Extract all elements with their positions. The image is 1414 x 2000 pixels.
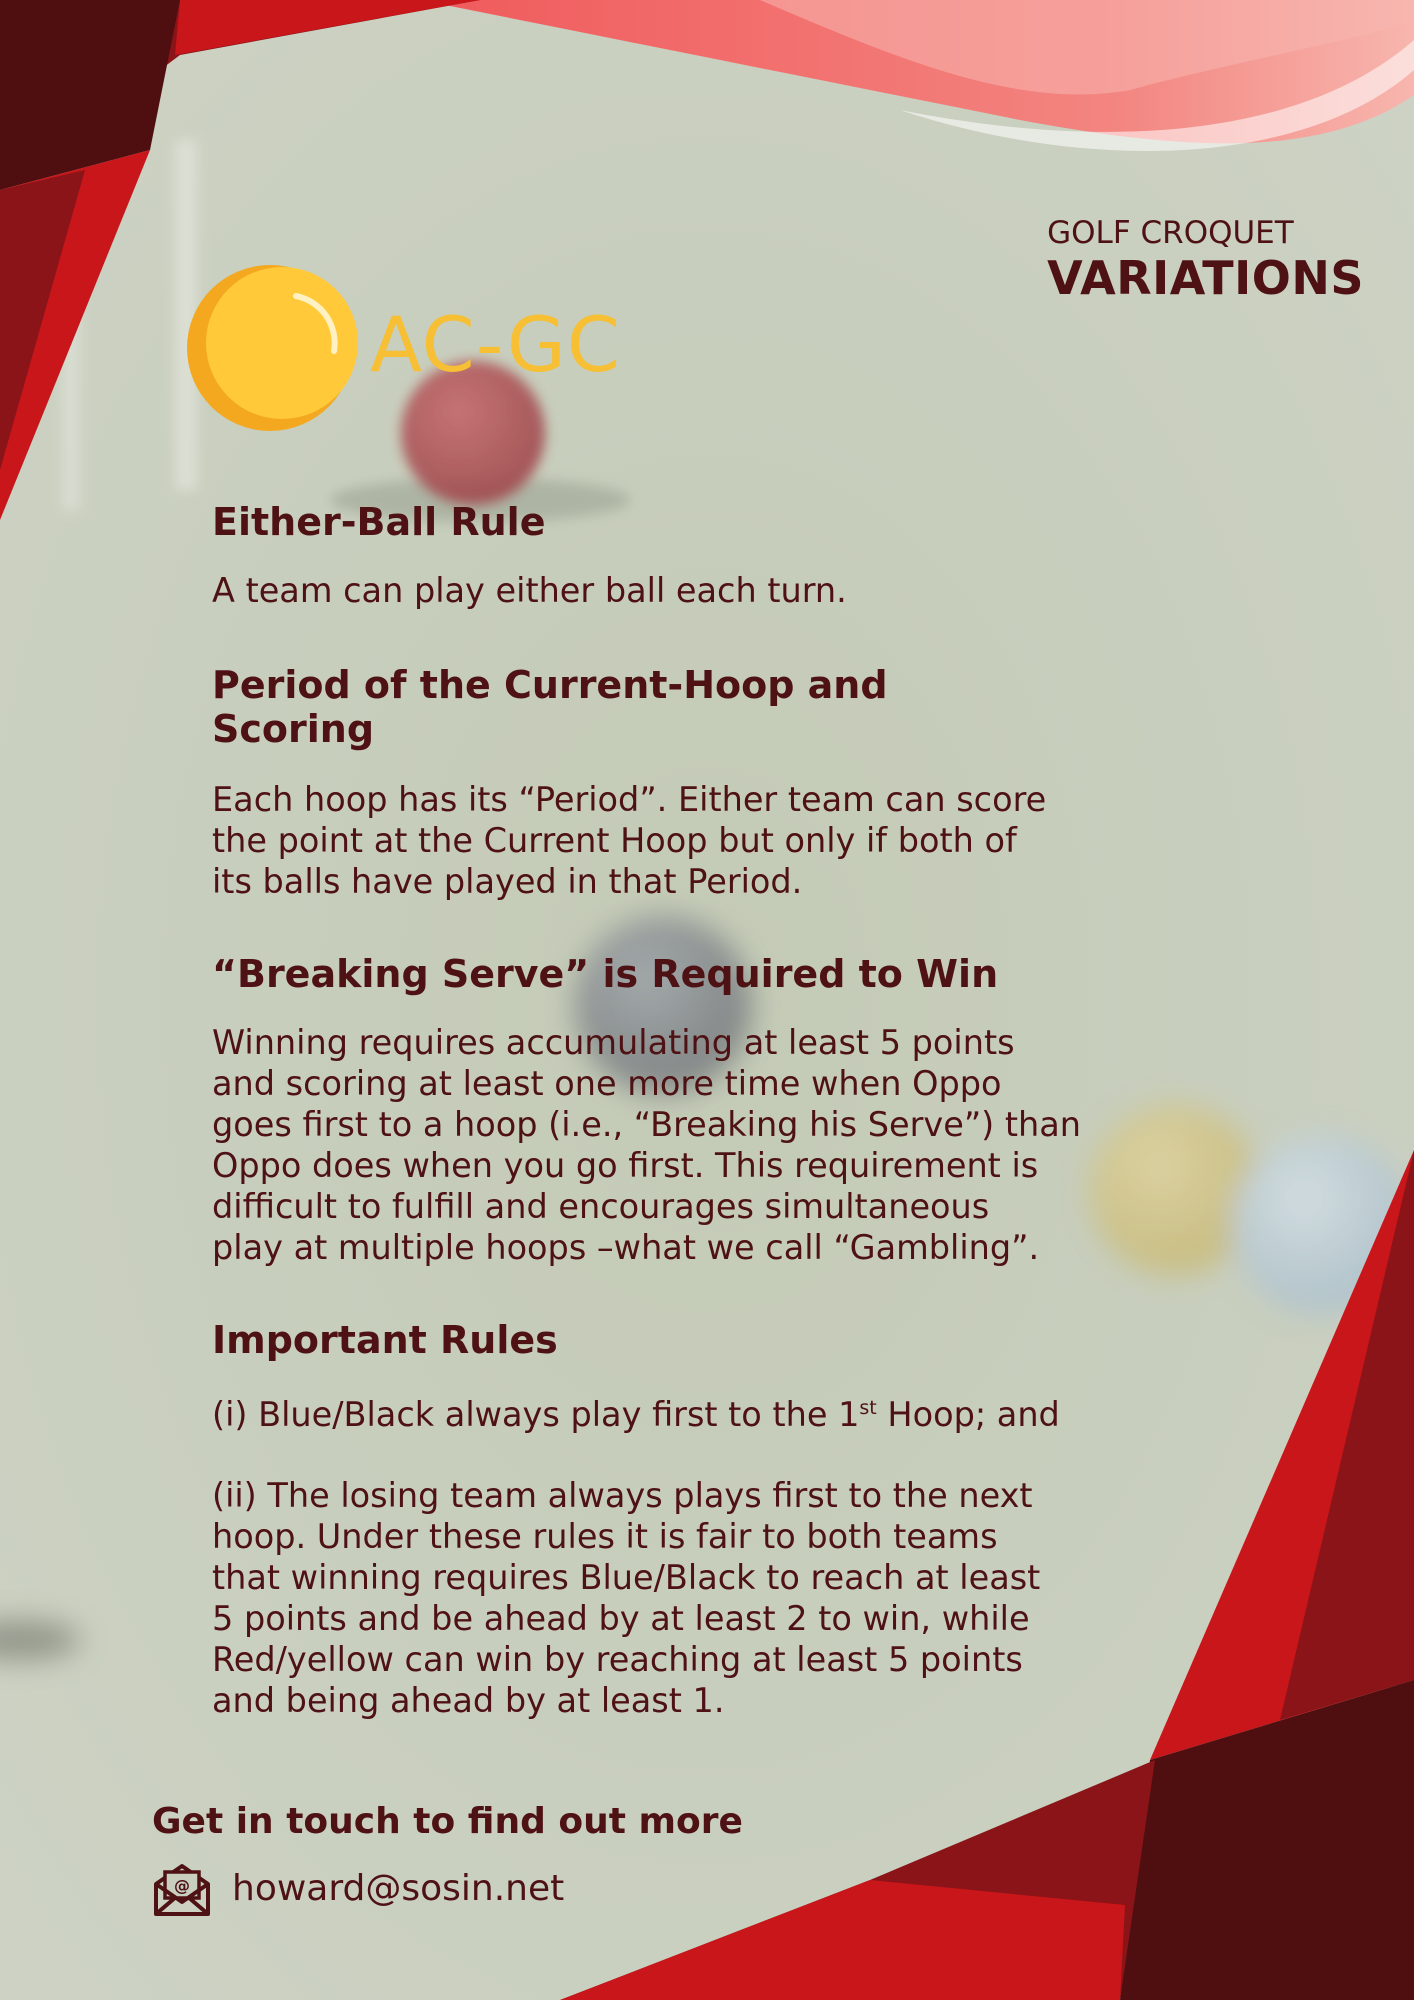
section-breaking-serve [212,952,1132,1268]
section-important-rules [212,1318,1132,1721]
body-line: Winning requires accumulating at least 5 points [212,1023,1015,1062]
main-content [212,500,1132,1721]
logo-text: AC-GC [370,300,621,389]
body-line: hoop. Under these rules it is fair to both teams [212,1517,998,1557]
section-body: A team can play either ball each turn. [212,571,847,610]
section-body [212,779,1132,902]
body-line: and being ahead by at least 1. [212,1681,725,1721]
body-line: goes first to a hoop (i.e., “Breaking his Serve”) than [212,1105,1082,1144]
body-line: Red/yellow can win by reaching at least 5 points [212,1640,1023,1680]
svg-text:@: @ [174,1876,190,1895]
section-heading: Important Rules [212,1318,558,1362]
body-line: the point at the Current Hoop but only if both of [212,821,1017,860]
section-heading: Either-Ball Rule [212,500,546,544]
body-line: (ii) The losing team always plays first to the next [212,1476,1033,1516]
header-kicker: GOLF CROQUET [1047,215,1294,251]
body-line: Each hoop has its “Period”. Either team can score [212,780,1047,819]
ordinal-suffix: st [859,1397,877,1419]
body-line: play at multiple hoops –what we call “Gambling”. [212,1228,1040,1267]
body-line: 5 points and be ahead by at least 2 to win, while [212,1599,1030,1639]
body-line: that winning requires Blue/Black to reach at least [212,1558,1041,1598]
email-link[interactable]: howard@sosin.net [232,1868,565,1909]
rule-2 [212,1475,1132,1721]
header-title: VARIATIONS [1047,251,1364,305]
body-line: and scoring at least one more time when Oppo [212,1064,1002,1103]
contact-heading: Get in touch to find out more [152,1801,743,1842]
heading-line: Period of the Current-Hoop and [212,663,888,707]
header [1047,214,1364,304]
section-heading [212,663,1132,751]
body-line: its balls have played in that Period. [212,862,803,901]
section-either-ball [212,500,1132,611]
section-body [212,1022,1132,1268]
section-heading: “Breaking Serve” is Required to Win [212,952,999,996]
body-line: Oppo does when you go first. This requirement is [212,1146,1039,1185]
section-period [212,663,1132,902]
rule-1 [212,1388,1132,1435]
mail-icon [152,1862,212,1918]
rule-1-text-end: Hoop; and [876,1395,1060,1435]
rule-1-text: (i) Blue/Black always play first to the 1 [212,1395,860,1435]
body-line: difficult to fulfill and encourages simultaneous [212,1187,990,1226]
heading-line: Scoring [212,707,375,751]
